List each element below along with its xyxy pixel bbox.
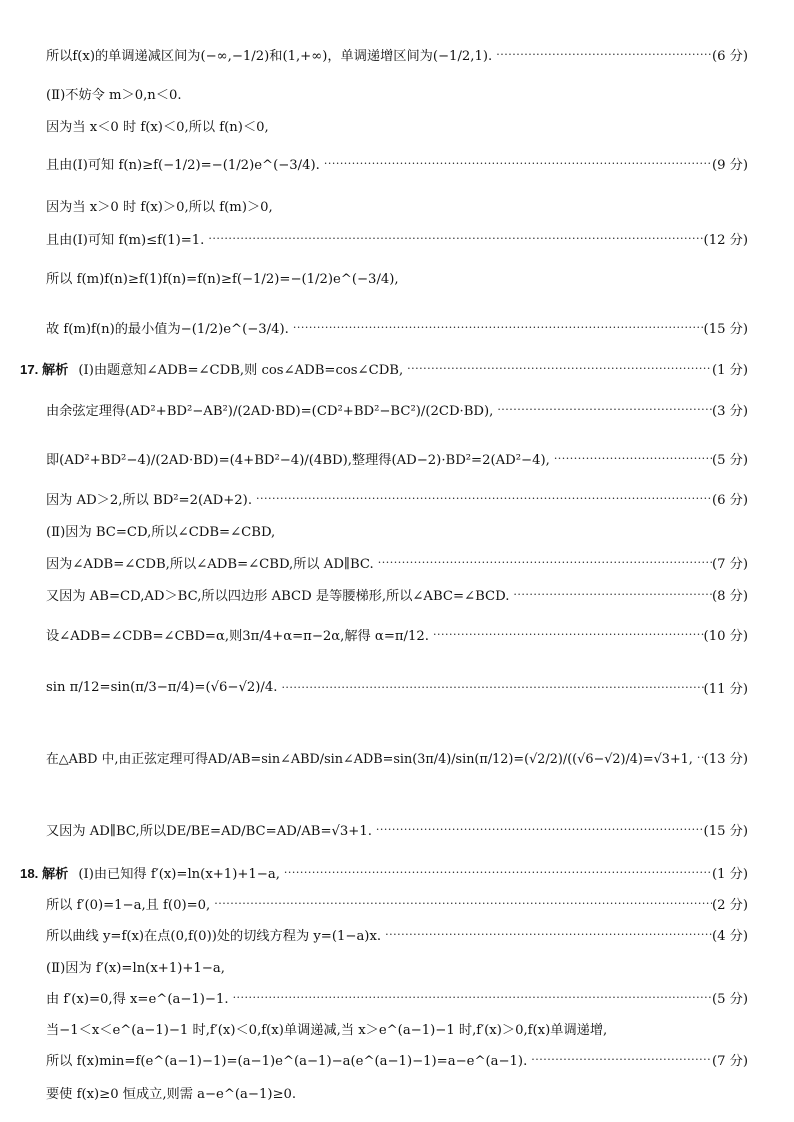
solution-line [46, 194, 748, 216]
leader-dots [429, 628, 704, 641]
score-label: (9 分) [711, 157, 748, 173]
score-label: (2 分) [711, 897, 748, 913]
leader-dots [381, 928, 712, 941]
leader-dots [527, 1053, 712, 1066]
question-number: 17. 解析 [20, 361, 69, 377]
line-text: (Ⅱ)不妨令 m＞0,n＜0. [46, 87, 182, 103]
line-text: 且由(Ⅰ)可知 f(m)≤f(1)=1. [46, 232, 205, 248]
leader-dots [210, 897, 712, 910]
line-text: 由 f′(x)=0,得 x=e^(a−1)−1. [46, 991, 229, 1007]
solution-line [46, 487, 748, 509]
leader-dots [252, 492, 712, 505]
score-label: (12 分) [703, 232, 748, 248]
leader-dots [693, 751, 704, 764]
score-label: (5 分) [711, 991, 748, 1007]
leader-dots [372, 823, 704, 836]
line-text: sin π/12=sin(π/3−π/4)=(√6−√2)/4. [46, 679, 278, 695]
line-text: (Ⅰ)由题意知∠ADB=∠CDB,则 cos∠ADB=cos∠CDB, [78, 362, 404, 378]
line-text: 所以f(x)的单调递减区间为(−∞,−1/2)和(1,+∞)，单调递增区间为(−1/2,1). [46, 48, 493, 64]
score-label: (15 分) [703, 321, 748, 337]
line-text: 且由(Ⅰ)可知 f(n)≥f(−1/2)=−(1/2)e^(−3/4). [46, 157, 320, 173]
leader-dots [493, 403, 712, 416]
leader-dots [229, 991, 712, 1004]
score-label: (8 分) [711, 588, 748, 604]
leader-dots [280, 866, 712, 879]
solution-line [46, 551, 748, 573]
score-label: (5 分) [711, 452, 748, 468]
leader-dots [550, 452, 712, 465]
solution-line [46, 815, 748, 843]
solution-line [46, 583, 748, 605]
line-text: 因为当 x＞0 时 f(x)＞0,所以 f(m)＞0, [46, 199, 273, 215]
solution-line [46, 114, 748, 136]
solution-line [46, 673, 748, 701]
line-text: 所以 f(m)f(n)≥f(1)f(n)=f(n)≥f(−1/2)=−(1/2)e^(−3/4), [46, 271, 399, 287]
question-number: 18. 解析 [20, 865, 69, 881]
score-label: (6 分) [711, 492, 748, 508]
leader-dots [204, 232, 703, 245]
line-text: (Ⅱ)因为 BC=CD,所以∠CDB=∠CBD, [46, 524, 276, 540]
line-text: 即(AD²+BD²−4)/(2AD·BD)=(4+BD²−4)/(4BD),整理得(AD−2)·BD²=2(AD²−4), [46, 452, 550, 468]
score-label: (1 分) [711, 362, 748, 378]
solution-line [46, 227, 748, 249]
line-text: 因为∠ADB=∠CDB,所以∠ADB=∠CBD,所以 AD∥BC. [46, 556, 374, 572]
line-text: 所以 f(x)min=f(e^(a−1)−1)=(a−1)e^(a−1)−a(e^(a−1)−1)=a−e^(a−1). [46, 1053, 528, 1069]
solution-line [46, 955, 748, 977]
score-label: (3 分) [711, 403, 748, 419]
line-text: 设∠ADB=∠CDB=∠CBD=α,则3π/4+α=π−2α,解得 α=π/12. [46, 628, 429, 644]
line-text: 当−1＜x＜e^(a−1)−1 时,f′(x)＜0,f(x)单调递减,当 x＞e^(a−1)−1 时,f′(x)＞0,f(x)单调递增, [46, 1022, 608, 1038]
solution-line [46, 443, 748, 473]
line-text: 所以 f′(0)=1−a,且 f(0)=0, [46, 897, 211, 913]
solution-line [46, 620, 748, 648]
solution-line [46, 264, 748, 290]
leader-dots [403, 362, 712, 375]
leader-dots [509, 588, 712, 601]
score-label: (11 分) [703, 681, 748, 697]
score-label: (6 分) [711, 48, 748, 64]
solution-line [46, 986, 748, 1008]
score-label: (13 分) [703, 751, 748, 767]
solution-line [46, 150, 748, 176]
solution-line [20, 861, 748, 883]
solution-line [46, 1081, 748, 1103]
score-label: (10 分) [703, 628, 748, 644]
line-text: 故 f(m)f(n)的最小值为−(1/2)e^(−3/4). [46, 321, 289, 337]
solution-line [46, 82, 748, 104]
score-label: (7 分) [711, 556, 748, 572]
leader-dots [289, 321, 704, 334]
line-text: 由余弦定理得(AD²+BD²−AB²)/(2AD·BD)=(CD²+BD²−BC²)/(2CD·BD), [46, 403, 494, 419]
line-text: 又因为 AD∥BC,所以DE/BE=AD/BC=AD/AB=√3+1. [46, 823, 372, 839]
line-text: (Ⅱ)因为 f′(x)=ln(x+1)+1−a, [46, 960, 225, 976]
leader-dots [492, 48, 712, 61]
line-text: 在△ABD 中,由正弦定理可得AD/AB=sin∠ABD/sin∠ADB=sin(3π/4)/sin(π/12)=(√2/2)/((√6−√2)/4)=√3+1, [46, 751, 693, 767]
solution-line [46, 923, 748, 945]
solution-line [46, 740, 748, 774]
solution-line [46, 1017, 748, 1039]
solution-line [46, 1048, 748, 1070]
line-text: 又因为 AB=CD,AD＞BC,所以四边形 ABCD 是等腰梯形,所以∠ABC=∠BCD. [46, 588, 510, 604]
line-text: 因为当 x＜0 时 f(x)＜0,所以 f(n)＜0, [46, 119, 269, 135]
leader-dots [277, 681, 703, 694]
score-label: (15 分) [703, 823, 748, 839]
leader-dots [320, 157, 712, 170]
solution-line [46, 519, 748, 541]
line-text: 因为 AD＞2,所以 BD²=2(AD+2). [46, 492, 253, 508]
solution-line [46, 892, 748, 914]
score-label: (4 分) [711, 928, 748, 944]
line-text: 所以曲线 y=f(x)在点(0,f(0))处的切线方程为 y=(1−a)x. [46, 928, 382, 944]
score-label: (7 分) [711, 1053, 748, 1069]
score-label: (1 分) [711, 866, 748, 882]
line-text: (Ⅰ)由已知得 f′(x)=ln(x+1)+1−a, [78, 866, 280, 882]
line-text: 要使 f(x)≥0 恒成立,则需 a−e^(a−1)≥0. [46, 1086, 297, 1102]
solution-line [20, 357, 748, 379]
solution-line [46, 394, 748, 424]
solution-line [46, 314, 748, 340]
leader-dots [374, 556, 712, 569]
solution-line [46, 42, 748, 66]
